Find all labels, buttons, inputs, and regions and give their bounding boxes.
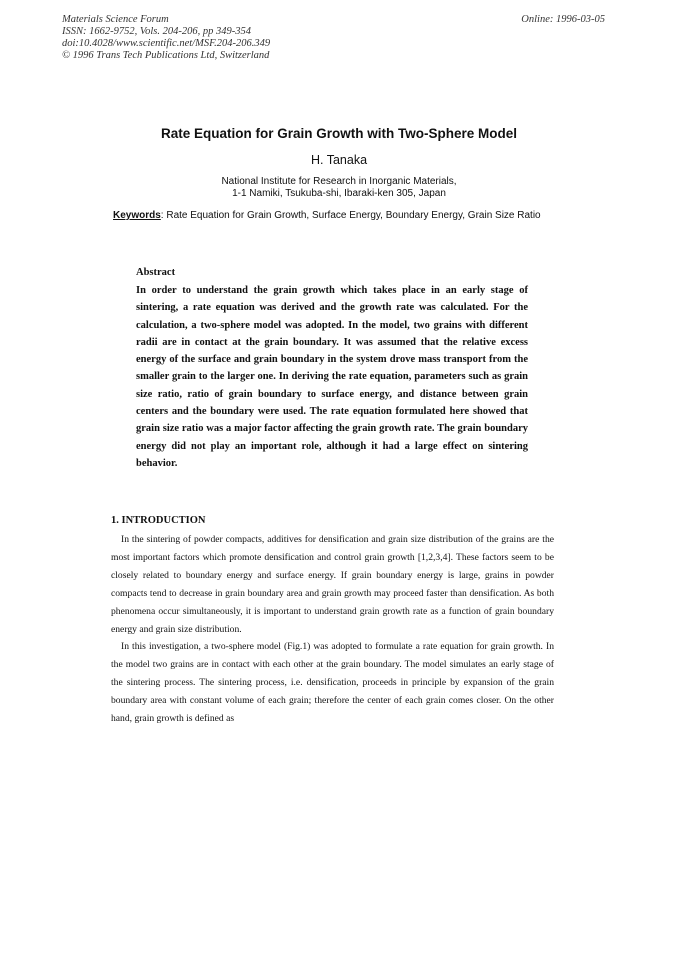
affiliation-line-2: 1-1 Namiki, Tsukuba-shi, Ibaraki-ken 305, Japan [232, 188, 446, 199]
paper-title: Rate Equation for Grain Growth with Two-Sphere Model [160, 126, 517, 141]
journal-header [62, 14, 270, 62]
paragraph: In the sintering of powder compacts, additives for densification and grain size distribution of the grains are the most important factors which promote densification and control grain growth [1,2,3,4]. These factors seem to be closely related to boundary energy and surface energy. If grain boundary energy is large, grains in powder compacts tend to decrease in grain boundary area and grain growth may proceed faster than densification. As both phenomena occur simultaneously, it is important to understand grain growth rate as a function of grain boundary energy and grain size distribution. [111, 534, 554, 635]
section-heading-introduction: 1. INTRODUCTION [111, 515, 206, 526]
paragraph: In this investigation, a two-sphere model (Fig.1) was adopted to formulate a rate equation for grain growth. In the model two grains are in contact with each other at the grain boundary. The model simulates an early stage of the sintering process. The sintering process, i.e. densification, proceeds in principle by expansion of the grain boundary area with constant volume of each grain; therefore the center of each grain comes closer. On the other hand, grain growth is defined as [111, 641, 554, 725]
affiliation [0, 176, 678, 200]
abstract-heading: Abstract [136, 267, 176, 278]
author-name: H. Tanaka [310, 153, 368, 167]
affiliation-line-1: National Institute for Research in Inorganic Materials, [221, 176, 457, 187]
journal-issn: ISSN: 1662-9752, Vols. 204-206, pp 349-354 [62, 26, 251, 37]
introduction-body [111, 531, 554, 728]
abstract-text: In order to understand the grain growth which takes place in an early stage of sintering, a rate equation was derived and the growth rate was calculated. For the calculation, a two-sphere model was adopted. In the model, two grains with different radii are in contact at the grain boundary. It was assumed that the relative excess energy of the surface and grain boundary in the system drove mass transport from the smaller grain to the larger one. In deriving the rate equation, parameters such as grain size ratio, ratio of grain boundary to surface energy, and distance between grain centers and the boundary were used. The rate equation formulated here showed that grain size ratio was a major factor affecting the grain growth rate. The grain boundary energy did not play an important role, although it had a large effect on sintering behavior. [136, 285, 528, 469]
journal-doi: doi:10.4028/www.scientific.net/MSF.204-206.349 [62, 38, 271, 49]
keywords-label: Keywords [113, 210, 161, 221]
keywords-text: : Rate Equation for Grain Growth, Surface Energy, Boundary Energy, Grain Size Ratio [160, 210, 541, 221]
online-date: Online: 1996-03-05 [521, 14, 605, 25]
journal-name: Materials Science Forum [62, 14, 169, 25]
journal-copyright: © 1996 Trans Tech Publications Ltd, Switzerland [62, 50, 270, 61]
keywords [113, 210, 573, 221]
